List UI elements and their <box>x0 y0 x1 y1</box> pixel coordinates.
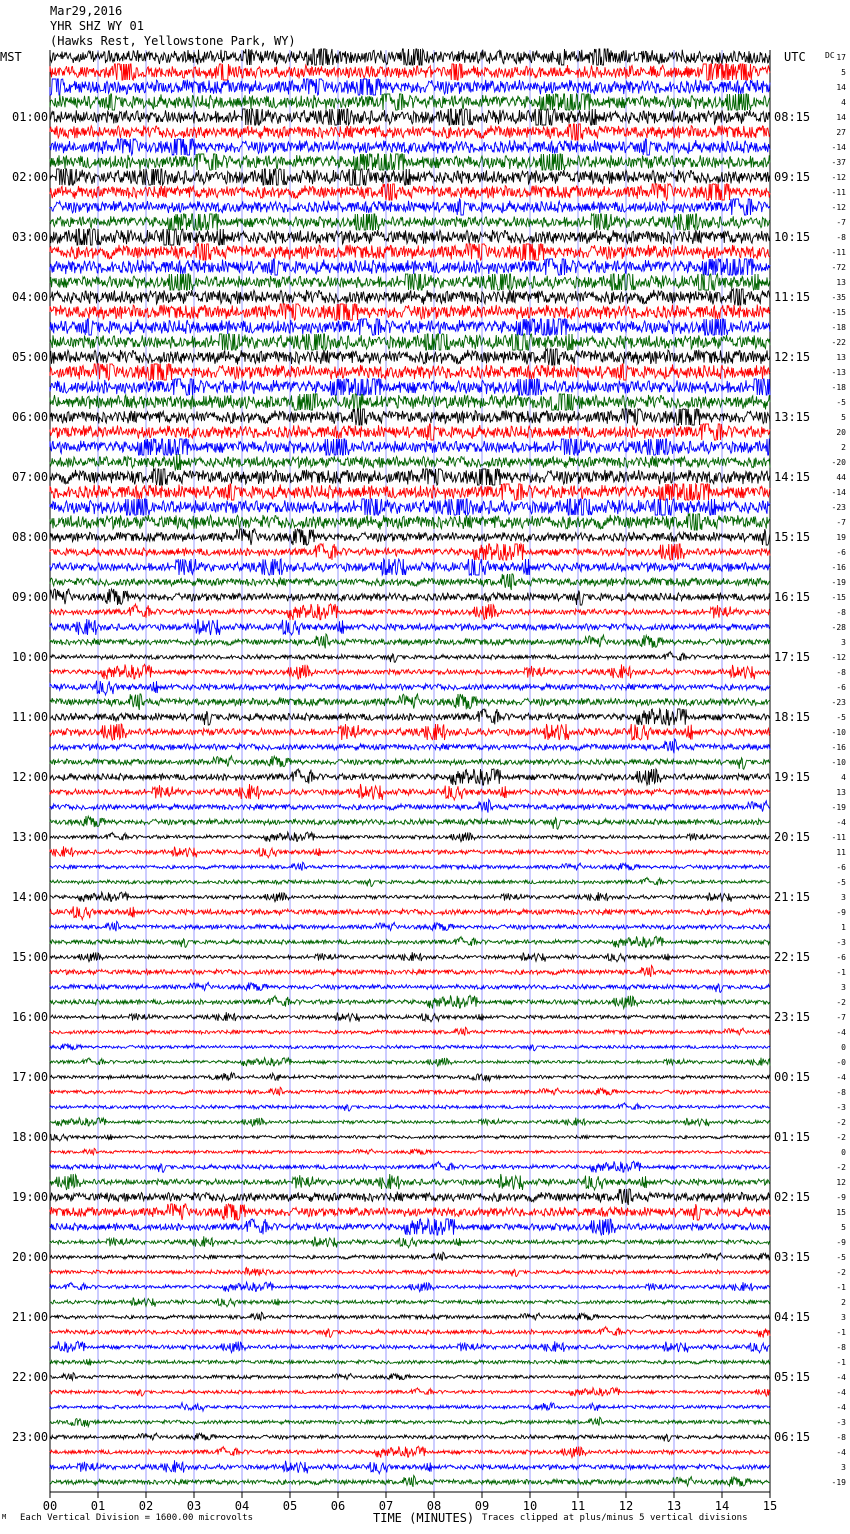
trace-21 <box>50 364 770 380</box>
dc-offset-label: -4 <box>836 818 846 827</box>
trace-69 <box>50 1087 770 1095</box>
left-hour-label: 12:00 <box>12 770 49 784</box>
trace-48 <box>50 769 770 785</box>
dc-offset-label: -23 <box>831 503 846 512</box>
trace-95 <box>50 1475 770 1486</box>
trace-30 <box>50 499 770 515</box>
right-hour-label: 17:15 <box>774 650 811 664</box>
dc-offset-label: 0 <box>841 1043 846 1052</box>
x-tick-label: 01 <box>90 1499 106 1513</box>
dc-offset-label: 5 <box>841 1223 846 1232</box>
trace-28 <box>50 469 770 485</box>
clip-note: Traces clipped at plus/minus 5 vertical divisions <box>482 1513 748 1523</box>
trace-49 <box>50 784 770 800</box>
trace-group <box>50 49 770 1487</box>
dc-offset-label: -6 <box>836 683 846 692</box>
trace-66 <box>50 1044 770 1051</box>
dc-offset-label: -6 <box>836 953 846 962</box>
right-hour-label: 04:15 <box>774 1310 811 1324</box>
dc-offset-label: 2 <box>841 1298 846 1307</box>
trace-6 <box>50 139 770 155</box>
trace-17 <box>50 304 770 320</box>
trace-18 <box>50 319 770 335</box>
right-hour-label: 02:15 <box>774 1190 811 1204</box>
trace-86 <box>50 1341 770 1352</box>
dc-offset-label: -10 <box>831 728 846 737</box>
trace-13 <box>50 244 770 260</box>
dc-offset-label: -4 <box>836 1448 846 1457</box>
dc-offset-label: -18 <box>831 383 846 392</box>
dc-offset-label: -1 <box>836 1328 846 1337</box>
dc-offset-label: -5 <box>836 878 846 887</box>
trace-4 <box>50 109 770 125</box>
trace-7 <box>50 154 770 170</box>
dc-offset-label: -8 <box>836 608 846 617</box>
dc-offset-label: -11 <box>831 833 846 842</box>
dc-offset-label: -5 <box>836 1253 846 1262</box>
dc-offset-label: -8 <box>836 1343 846 1352</box>
trace-2 <box>50 79 770 95</box>
trace-29 <box>50 484 770 500</box>
dc-offset-label: 13 <box>836 788 846 797</box>
trace-54 <box>50 862 770 870</box>
trace-53 <box>50 846 770 857</box>
trace-81 <box>50 1268 770 1277</box>
trace-37 <box>50 604 770 620</box>
dc-offset-label: -4 <box>836 1028 846 1037</box>
left-hour-label: 13:00 <box>12 830 49 844</box>
x-axis-label: TIME (MINUTES) <box>373 1511 475 1525</box>
dc-offset-labels <box>832 53 847 1487</box>
trace-89 <box>50 1388 770 1397</box>
x-tick-label: 15 <box>762 1499 778 1513</box>
dc-offset-label: -8 <box>836 233 846 242</box>
trace-10 <box>50 199 770 215</box>
dc-offset-label: -8 <box>836 668 846 677</box>
right-hour-label: 14:15 <box>774 470 811 484</box>
dc-offset-label: 0 <box>841 1148 846 1157</box>
dc-offset-label: -13 <box>831 368 846 377</box>
left-hour-label: 16:00 <box>12 1010 49 1024</box>
x-tick-label: 00 <box>42 1499 58 1513</box>
trace-73 <box>50 1148 770 1154</box>
right-hour-label: 00:15 <box>774 1070 811 1084</box>
dc-offset-label: -5 <box>836 398 846 407</box>
trace-76 <box>50 1189 770 1205</box>
trace-1 <box>50 64 770 80</box>
trace-67 <box>50 1058 770 1067</box>
trace-93 <box>50 1446 770 1457</box>
trace-78 <box>50 1219 770 1235</box>
right-hour-label: 19:15 <box>774 770 811 784</box>
header-date: Mar29,2016 <box>50 4 123 18</box>
trace-58 <box>50 921 770 931</box>
dc-offset-label: -7 <box>836 218 846 227</box>
right-hour-label: 18:15 <box>774 710 811 724</box>
right-hour-label: 16:15 <box>774 590 811 604</box>
corner-mark: M <box>2 1513 7 1521</box>
right-timezone-label: UTC <box>784 50 806 64</box>
trace-36 <box>50 589 770 605</box>
dc-offset-label: -22 <box>831 338 846 347</box>
trace-14 <box>50 259 770 275</box>
dc-offset-label: -4 <box>836 1403 846 1412</box>
right-hour-label: 10:15 <box>774 230 811 244</box>
trace-92 <box>50 1433 770 1441</box>
left-hour-label: 06:00 <box>12 410 49 424</box>
dc-offset-label: -0 <box>836 1058 846 1067</box>
left-hour-label: 11:00 <box>12 710 49 724</box>
x-tick-label: 02 <box>138 1499 154 1513</box>
trace-31 <box>50 514 770 530</box>
dc-offset-label: -2 <box>836 1118 846 1127</box>
dc-label: DC <box>825 51 835 60</box>
x-tick-label: 12 <box>618 1499 634 1513</box>
left-hour-label: 02:00 <box>12 170 49 184</box>
trace-23 <box>50 394 770 410</box>
dc-offset-label: 3 <box>841 983 846 992</box>
dc-offset-label: 11 <box>836 848 846 857</box>
trace-60 <box>50 952 770 962</box>
trace-80 <box>50 1252 770 1260</box>
dc-offset-label: 14 <box>836 83 846 92</box>
dc-offset-label: -12 <box>831 173 846 182</box>
trace-45 <box>50 724 770 740</box>
trace-83 <box>50 1297 770 1306</box>
dc-offset-label: -2 <box>836 1133 846 1142</box>
right-hour-label: 11:15 <box>774 290 811 304</box>
trace-24 <box>50 409 770 425</box>
left-timezone-label: MST <box>0 50 22 64</box>
left-hour-label: 19:00 <box>12 1190 49 1204</box>
trace-43 <box>50 694 770 710</box>
dc-offset-label: -3 <box>836 1418 846 1427</box>
dc-offset-label: 3 <box>841 1313 846 1322</box>
left-hour-label: 03:00 <box>12 230 49 244</box>
dc-offset-label: -37 <box>831 158 846 167</box>
left-hour-label: 05:00 <box>12 350 49 364</box>
dc-offset-label: 4 <box>841 773 846 782</box>
dc-offset-label: -14 <box>831 488 846 497</box>
dc-offset-label: -35 <box>831 293 846 302</box>
right-hour-label: 01:15 <box>774 1130 811 1144</box>
dc-offset-label: 14 <box>836 113 846 122</box>
left-hour-label: 01:00 <box>12 110 49 124</box>
trace-44 <box>50 709 770 725</box>
trace-91 <box>50 1417 770 1427</box>
trace-15 <box>50 274 770 290</box>
right-hour-label: 06:15 <box>774 1430 811 1444</box>
dc-offset-label: -20 <box>831 458 846 467</box>
left-hour-label: 09:00 <box>12 590 49 604</box>
trace-57 <box>50 906 770 919</box>
trace-63 <box>50 995 770 1008</box>
trace-47 <box>50 756 770 769</box>
x-axis-ticks <box>43 1492 777 1513</box>
dc-offset-label: -72 <box>831 263 846 272</box>
dc-offset-label: 13 <box>836 278 846 287</box>
dc-offset-label: -12 <box>831 203 846 212</box>
dc-offset-label: -7 <box>836 518 846 527</box>
scale-note: Each Vertical Division = 1600.00 microvolts <box>20 1513 253 1523</box>
x-tick-label: 03 <box>186 1499 202 1513</box>
x-tick-label: 11 <box>570 1499 586 1513</box>
trace-39 <box>50 634 770 648</box>
trace-84 <box>50 1312 770 1320</box>
x-tick-label: 08 <box>426 1499 442 1513</box>
trace-32 <box>50 529 770 545</box>
trace-65 <box>50 1027 770 1035</box>
trace-8 <box>50 169 770 185</box>
trace-16 <box>50 289 770 305</box>
trace-74 <box>50 1161 770 1172</box>
left-hour-label: 17:00 <box>12 1070 49 1084</box>
trace-94 <box>50 1460 770 1473</box>
left-hour-label: 10:00 <box>12 650 49 664</box>
dc-offset-label: 3 <box>841 638 846 647</box>
trace-20 <box>50 349 770 365</box>
trace-71 <box>50 1118 770 1127</box>
dc-offset-label: 4 <box>841 98 846 107</box>
left-hour-label: 08:00 <box>12 530 49 544</box>
dc-offset-label: -23 <box>831 698 846 707</box>
x-tick-label: 14 <box>714 1499 730 1513</box>
dc-offset-label: -3 <box>836 1103 846 1112</box>
trace-11 <box>50 214 770 230</box>
trace-33 <box>50 544 770 560</box>
right-hour-label: 23:15 <box>774 1010 811 1024</box>
dc-offset-label: -6 <box>836 863 846 872</box>
dc-offset-label: -5 <box>836 713 846 722</box>
trace-3 <box>50 94 770 110</box>
trace-42 <box>50 681 770 695</box>
dc-offset-label: -4 <box>836 1388 846 1397</box>
dc-offset-label: -16 <box>831 563 846 572</box>
dc-offset-label: -11 <box>831 248 846 257</box>
dc-offset-label: -4 <box>836 1373 846 1382</box>
dc-offset-label: -19 <box>831 578 846 587</box>
dc-offset-label: -18 <box>831 323 846 332</box>
dc-offset-label: 3 <box>841 893 846 902</box>
trace-55 <box>50 877 770 886</box>
trace-59 <box>50 936 770 947</box>
right-hour-label: 15:15 <box>774 530 811 544</box>
trace-62 <box>50 982 770 992</box>
trace-12 <box>50 229 770 245</box>
trace-5 <box>50 124 770 140</box>
trace-87 <box>50 1359 770 1366</box>
right-hour-label: 12:15 <box>774 350 811 364</box>
trace-85 <box>50 1327 770 1338</box>
dc-offset-label: 13 <box>836 353 846 362</box>
trace-79 <box>50 1236 770 1247</box>
left-hour-label: 15:00 <box>12 950 49 964</box>
trace-90 <box>50 1403 770 1411</box>
dc-offset-label: -6 <box>836 548 846 557</box>
x-tick-label: 07 <box>378 1499 394 1513</box>
dc-offset-label: 5 <box>841 68 846 77</box>
trace-68 <box>50 1073 770 1082</box>
dc-offset-label: -9 <box>836 1238 846 1247</box>
trace-50 <box>50 799 770 812</box>
trace-72 <box>50 1134 770 1141</box>
dc-offset-label: 15 <box>836 1208 846 1217</box>
dc-offset-label: -1 <box>836 1283 846 1292</box>
dc-offset-label: -1 <box>836 1358 846 1367</box>
dc-offset-label: -19 <box>831 803 846 812</box>
trace-0 <box>50 49 770 65</box>
right-hour-label: 05:15 <box>774 1370 811 1384</box>
right-hour-label: 08:15 <box>774 110 811 124</box>
trace-27 <box>50 454 770 470</box>
left-hour-label: 14:00 <box>12 890 49 904</box>
dc-offset-label: -11 <box>831 188 846 197</box>
x-tick-label: 09 <box>474 1499 490 1513</box>
dc-offset-label: -15 <box>831 593 846 602</box>
dc-offset-label: -1 <box>836 968 846 977</box>
dc-offset-label: -8 <box>836 1088 846 1097</box>
dc-offset-label: -10 <box>831 758 846 767</box>
left-hour-label: 04:00 <box>12 290 49 304</box>
right-hour-label: 09:15 <box>774 170 811 184</box>
right-hour-label: 22:15 <box>774 950 811 964</box>
trace-25 <box>50 424 770 440</box>
trace-38 <box>50 619 770 635</box>
trace-34 <box>50 559 770 575</box>
trace-64 <box>50 1012 770 1022</box>
dc-offset-label: -12 <box>831 653 846 662</box>
dc-offset-label: -14 <box>831 143 846 152</box>
dc-offset-label: -4 <box>836 1073 846 1082</box>
dc-offset-label: -7 <box>836 1013 846 1022</box>
dc-offset-label: -3 <box>836 938 846 947</box>
trace-41 <box>50 664 770 679</box>
trace-9 <box>50 184 770 200</box>
x-tick-label: 04 <box>234 1499 250 1513</box>
dc-offset-label: 2 <box>841 443 846 452</box>
right-hour-label: 03:15 <box>774 1250 811 1264</box>
right-hour-label: 20:15 <box>774 830 811 844</box>
trace-75 <box>50 1174 770 1190</box>
trace-82 <box>50 1282 770 1292</box>
left-hour-label: 18:00 <box>12 1130 49 1144</box>
trace-51 <box>50 816 770 829</box>
left-hour-labels <box>12 110 48 1444</box>
trace-35 <box>50 574 770 590</box>
dc-offset-label: -9 <box>836 1193 846 1202</box>
trace-40 <box>50 652 770 663</box>
dc-offset-label: -9 <box>836 908 846 917</box>
trace-19 <box>50 334 770 350</box>
dc-offset-label: 27 <box>836 128 846 137</box>
left-hour-label: 23:00 <box>12 1430 49 1444</box>
dc-offset-label: -8 <box>836 1433 846 1442</box>
header-location: (Hawks Rest, Yellowstone Park, WY) <box>50 34 296 48</box>
dc-offset-label: -2 <box>836 998 846 1007</box>
dc-offset-label: -2 <box>836 1163 846 1172</box>
dc-offset-label: -15 <box>831 308 846 317</box>
trace-52 <box>50 832 770 842</box>
trace-70 <box>50 1103 770 1111</box>
dc-offset-label: -28 <box>831 623 846 632</box>
dc-offset-label: -19 <box>831 1478 846 1487</box>
left-hour-label: 20:00 <box>12 1250 49 1264</box>
dc-offset-label: -16 <box>831 743 846 752</box>
trace-77 <box>50 1204 770 1220</box>
trace-61 <box>50 965 770 976</box>
dc-offset-label: 44 <box>836 473 846 482</box>
left-hour-label: 21:00 <box>12 1310 49 1324</box>
header-station: YHR SHZ WY 01 <box>50 19 144 33</box>
trace-46 <box>50 739 770 753</box>
dc-offset-label: 19 <box>836 533 846 542</box>
x-tick-label: 13 <box>666 1499 682 1513</box>
right-hour-labels <box>774 110 810 1444</box>
trace-88 <box>50 1373 770 1380</box>
left-hour-label: 22:00 <box>12 1370 49 1384</box>
x-tick-label: 06 <box>330 1499 346 1513</box>
trace-56 <box>50 892 770 902</box>
dc-offset-label: 1 <box>841 923 846 932</box>
right-hour-label: 21:15 <box>774 890 811 904</box>
dc-offset-label: 12 <box>836 1178 846 1187</box>
dc-offset-label: 3 <box>841 1463 846 1472</box>
left-hour-label: 07:00 <box>12 470 49 484</box>
trace-26 <box>50 439 770 455</box>
x-tick-label: 10 <box>522 1499 538 1513</box>
dc-offset-label: 5 <box>841 413 846 422</box>
dc-offset-label: -2 <box>836 1268 846 1277</box>
right-hour-label: 13:15 <box>774 410 811 424</box>
trace-22 <box>50 379 770 395</box>
dc-offset-label: 17 <box>836 53 846 62</box>
dc-offset-label: 20 <box>836 428 846 437</box>
x-tick-label: 05 <box>282 1499 298 1513</box>
